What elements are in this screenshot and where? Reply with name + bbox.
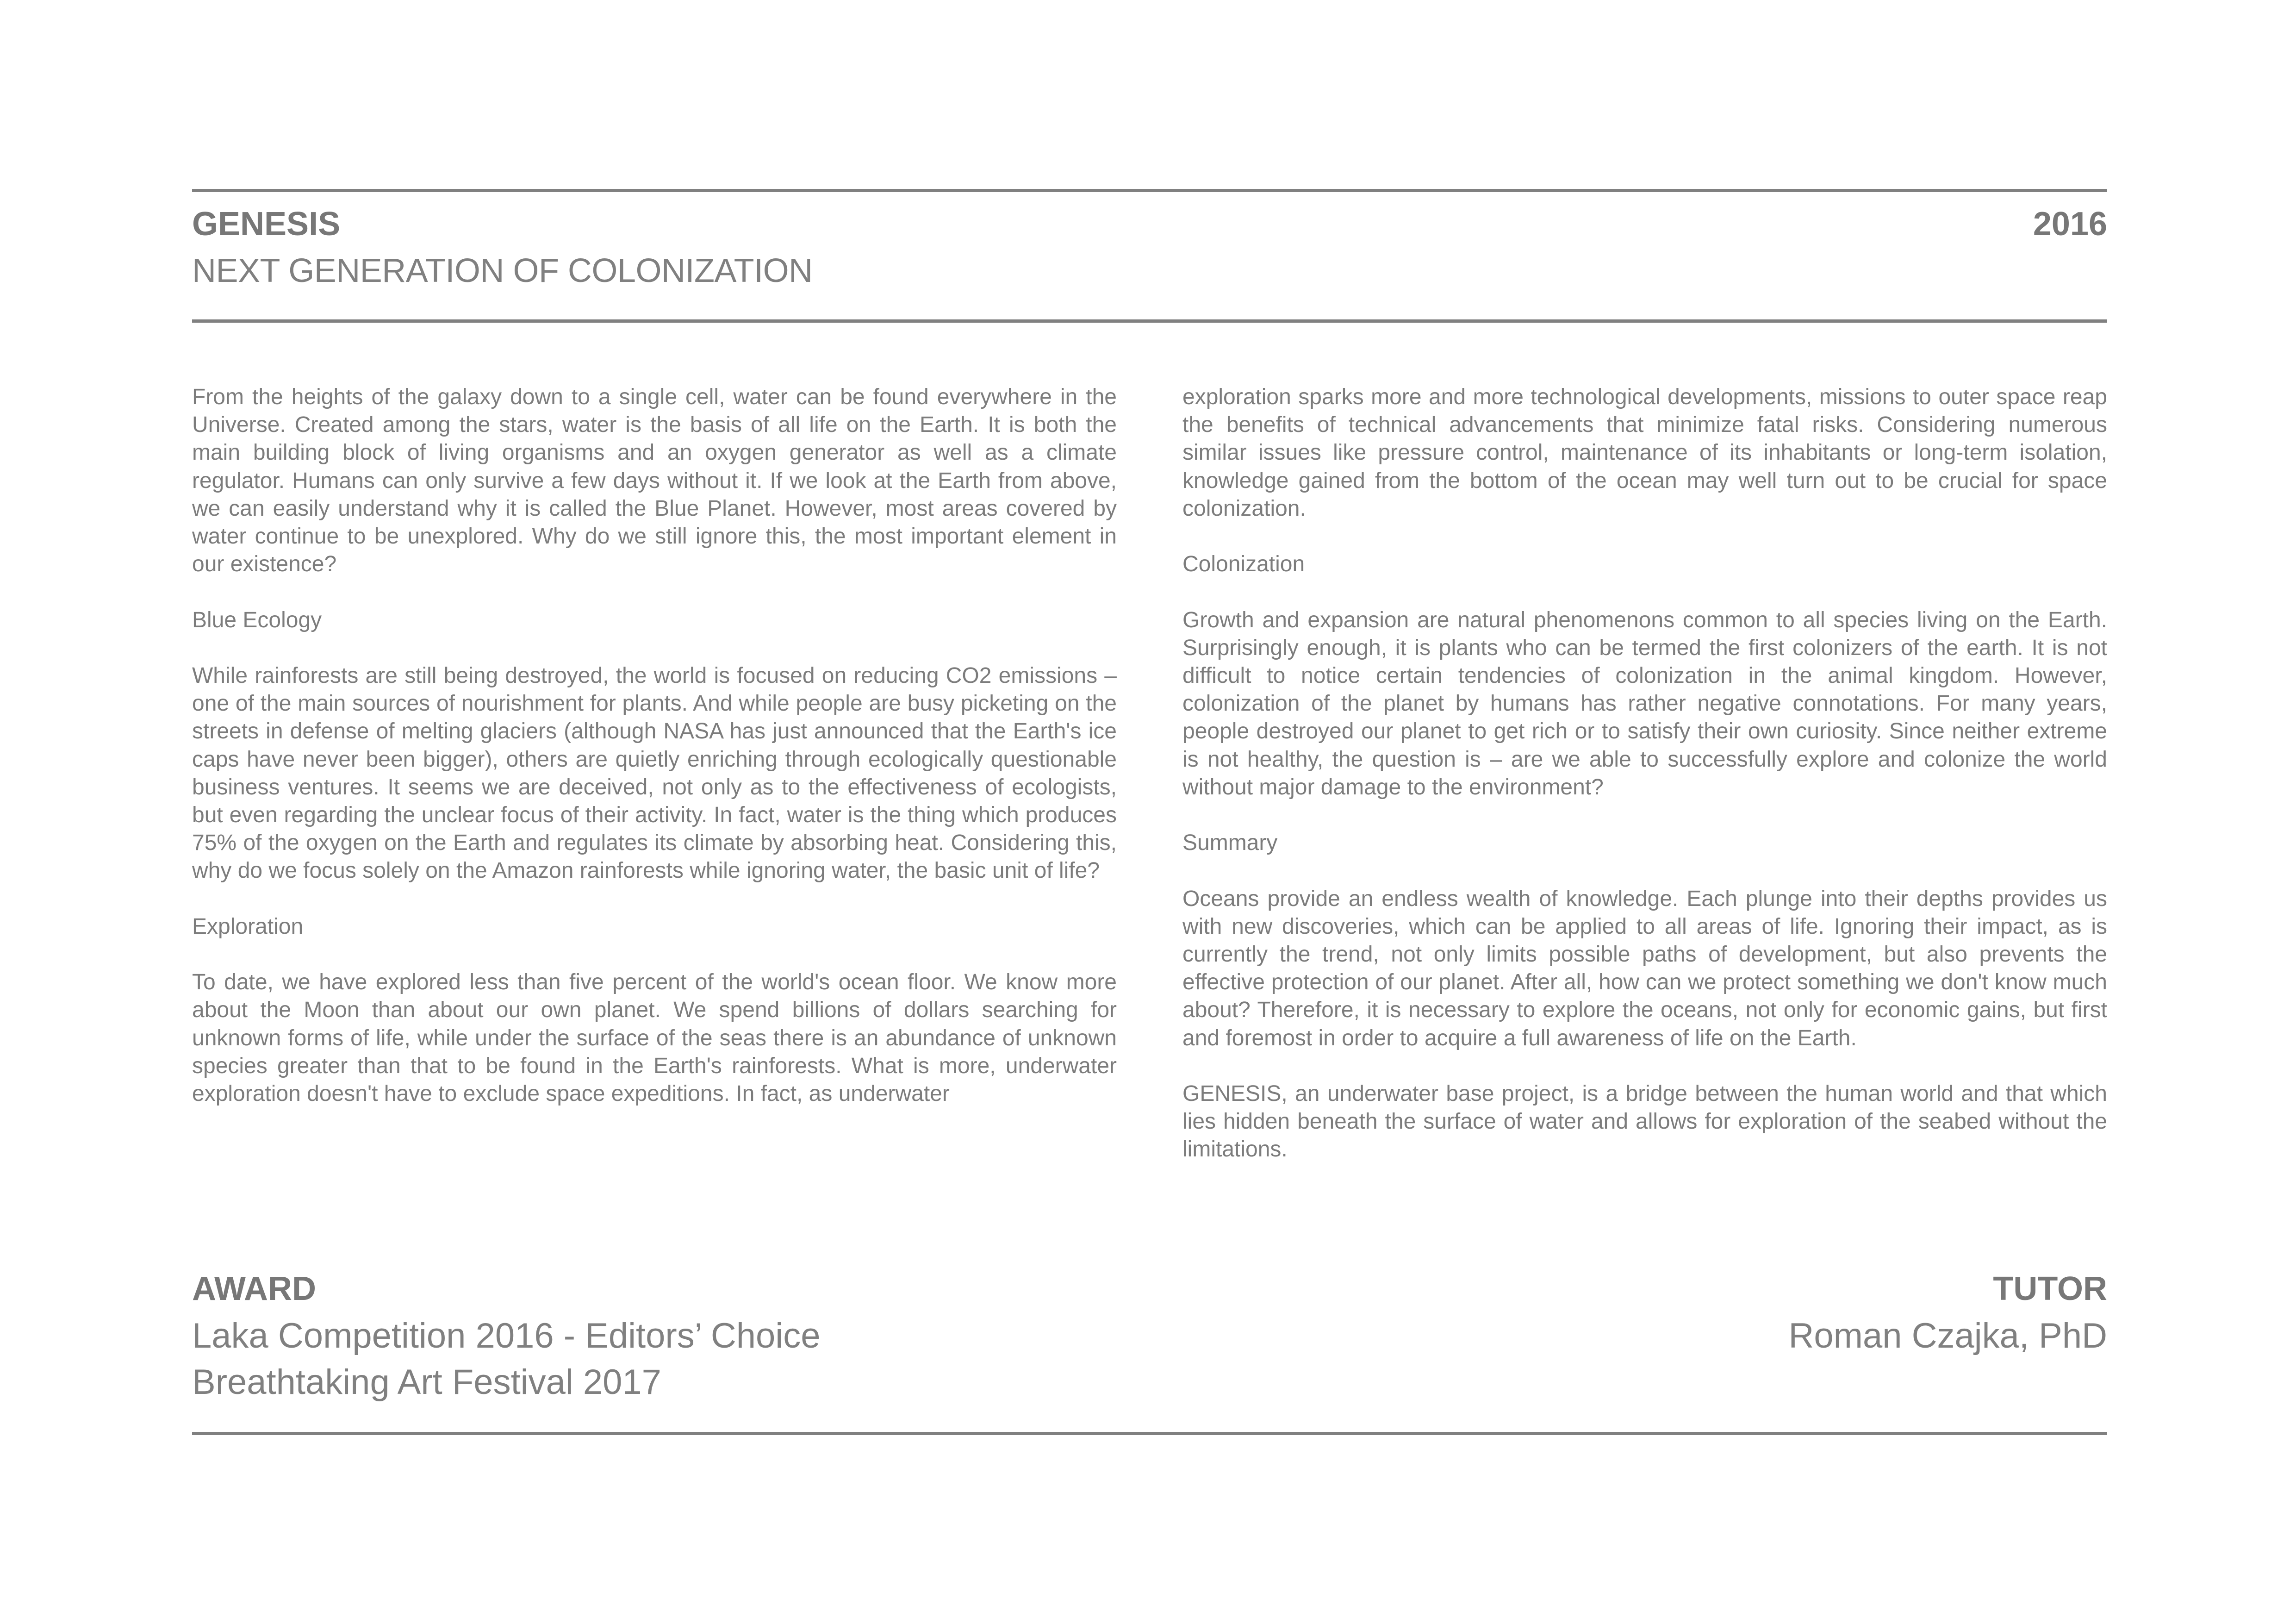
text-column-left xyxy=(192,383,1117,1108)
project-year: 2016 xyxy=(2033,206,2107,243)
project-title: GENESIS xyxy=(192,206,341,243)
section-heading-colonization: Colonization xyxy=(1182,552,1305,577)
project-subtitle: NEXT GENERATION OF COLONIZATION xyxy=(192,252,813,289)
tutor-label: TUTOR xyxy=(1993,1270,2107,1307)
footer-divider xyxy=(192,1432,2107,1435)
tutor-name: Roman Czajka, PhD xyxy=(1788,1316,2107,1355)
award-item: Laka Competition 2016 - Editors’ Choice xyxy=(192,1316,821,1355)
paragraph: From the heights of the galaxy down to a single cell, water can be found everywhere in the Universe. Created among the stars, water is the basis of all life on the Earth. It is both the main building block of living organisms and an oxygen generator as well as a climate regulator. Humans can only survive a few days without it. If we look at the Earth from above, we can easily understand why it is called the Blue Planet. However, most areas covered by water continue to be unexplored. Why do we still ignore this, the most important element in our existence? xyxy=(192,385,1117,577)
paragraph: Oceans provide an endless wealth of knowledge. Each plunge into their depths provides us with new discoveries, which can be applied to all areas of life. Ignoring their impact, as is currently the trend, not only limits possible paths of development, but also prevents the effective protection of our planet. After all, how can we protect something we don't know much about? Therefore, it is necessary to explore the oceans, not only for economic gains, but first and foremost in order to acquire a full awareness of life on the Earth. xyxy=(1182,886,2107,1050)
section-heading-blue-ecology: Blue Ecology xyxy=(192,607,322,632)
award-label: AWARD xyxy=(192,1270,316,1307)
section-heading-summary: Summary xyxy=(1182,831,1278,856)
paragraph: GENESIS, an underwater base project, is a bridge between the human world and that which lies hidden beneath the surface of water and allows for exploration of the seabed without the limitations. xyxy=(1182,1081,2107,1162)
award-item: Breathtaking Art Festival 2017 xyxy=(192,1362,661,1402)
paragraph: While rainforests are still being destroyed, the world is focused on reducing CO2 emissions – one of the main sources of nourishment for plants. And while people are busy picketing on the streets in defense of melting glaciers (although NASA has just announced that the Earth's ice caps have never been bigger), others are quietly enriching through ecologically questionable business ventures. It seems we are deceived, not only as to the effectiveness of ecologists, but even regarding the unclear focus of their activity. In fact, water is the thing which produces 75% of the oxygen on the Earth and regulates its climate by absorbing heat. Considering this, why do we focus solely on the Amazon rainforests while ignoring water, the basic unit of life? xyxy=(192,663,1117,883)
paragraph: Growth and expansion are natural phenomenons common to all species living on the Earth. Surprisingly enough, it is plants who can be termed the first colonizers of the earth. It is not difficult to notice certain tendencies of colonization in the animal kingdom. However, colonization of the planet by humans has rather negative connotations. For many years, people destroyed our planet to get rich or to satisfy their own curiosity. Since neither extreme is not healthy, the question is – are we able to successfully explore and colonize the world without major damage to the environment? xyxy=(1182,607,2107,800)
section-heading-exploration: Exploration xyxy=(192,914,304,939)
paragraph: To date, we have explored less than five percent of the world's ocean floor. We know more about the Moon than about our own planet. We spend billions of dollars searching for unknown forms of life, while under the surface of the seas there is an abundance of unknown species greater than that to be found in the Earth's rainforests. What is more, underwater exploration doesn't have to exclude space expeditions. In fact, as underwater xyxy=(192,970,1117,1106)
paragraph: exploration sparks more and more technological developments, missions to outer space reap the benefits of technical advancements that minimize fatal risks. Considering numerous similar issues like pressure control, maintenance of its inhabitants or long-term isolation, knowledge gained from the bottom of the ocean may well turn out to be crucial for space colonization. xyxy=(1182,385,2107,521)
top-divider xyxy=(192,189,2107,192)
text-column-right xyxy=(1182,383,2107,1164)
header-divider xyxy=(192,319,2107,323)
